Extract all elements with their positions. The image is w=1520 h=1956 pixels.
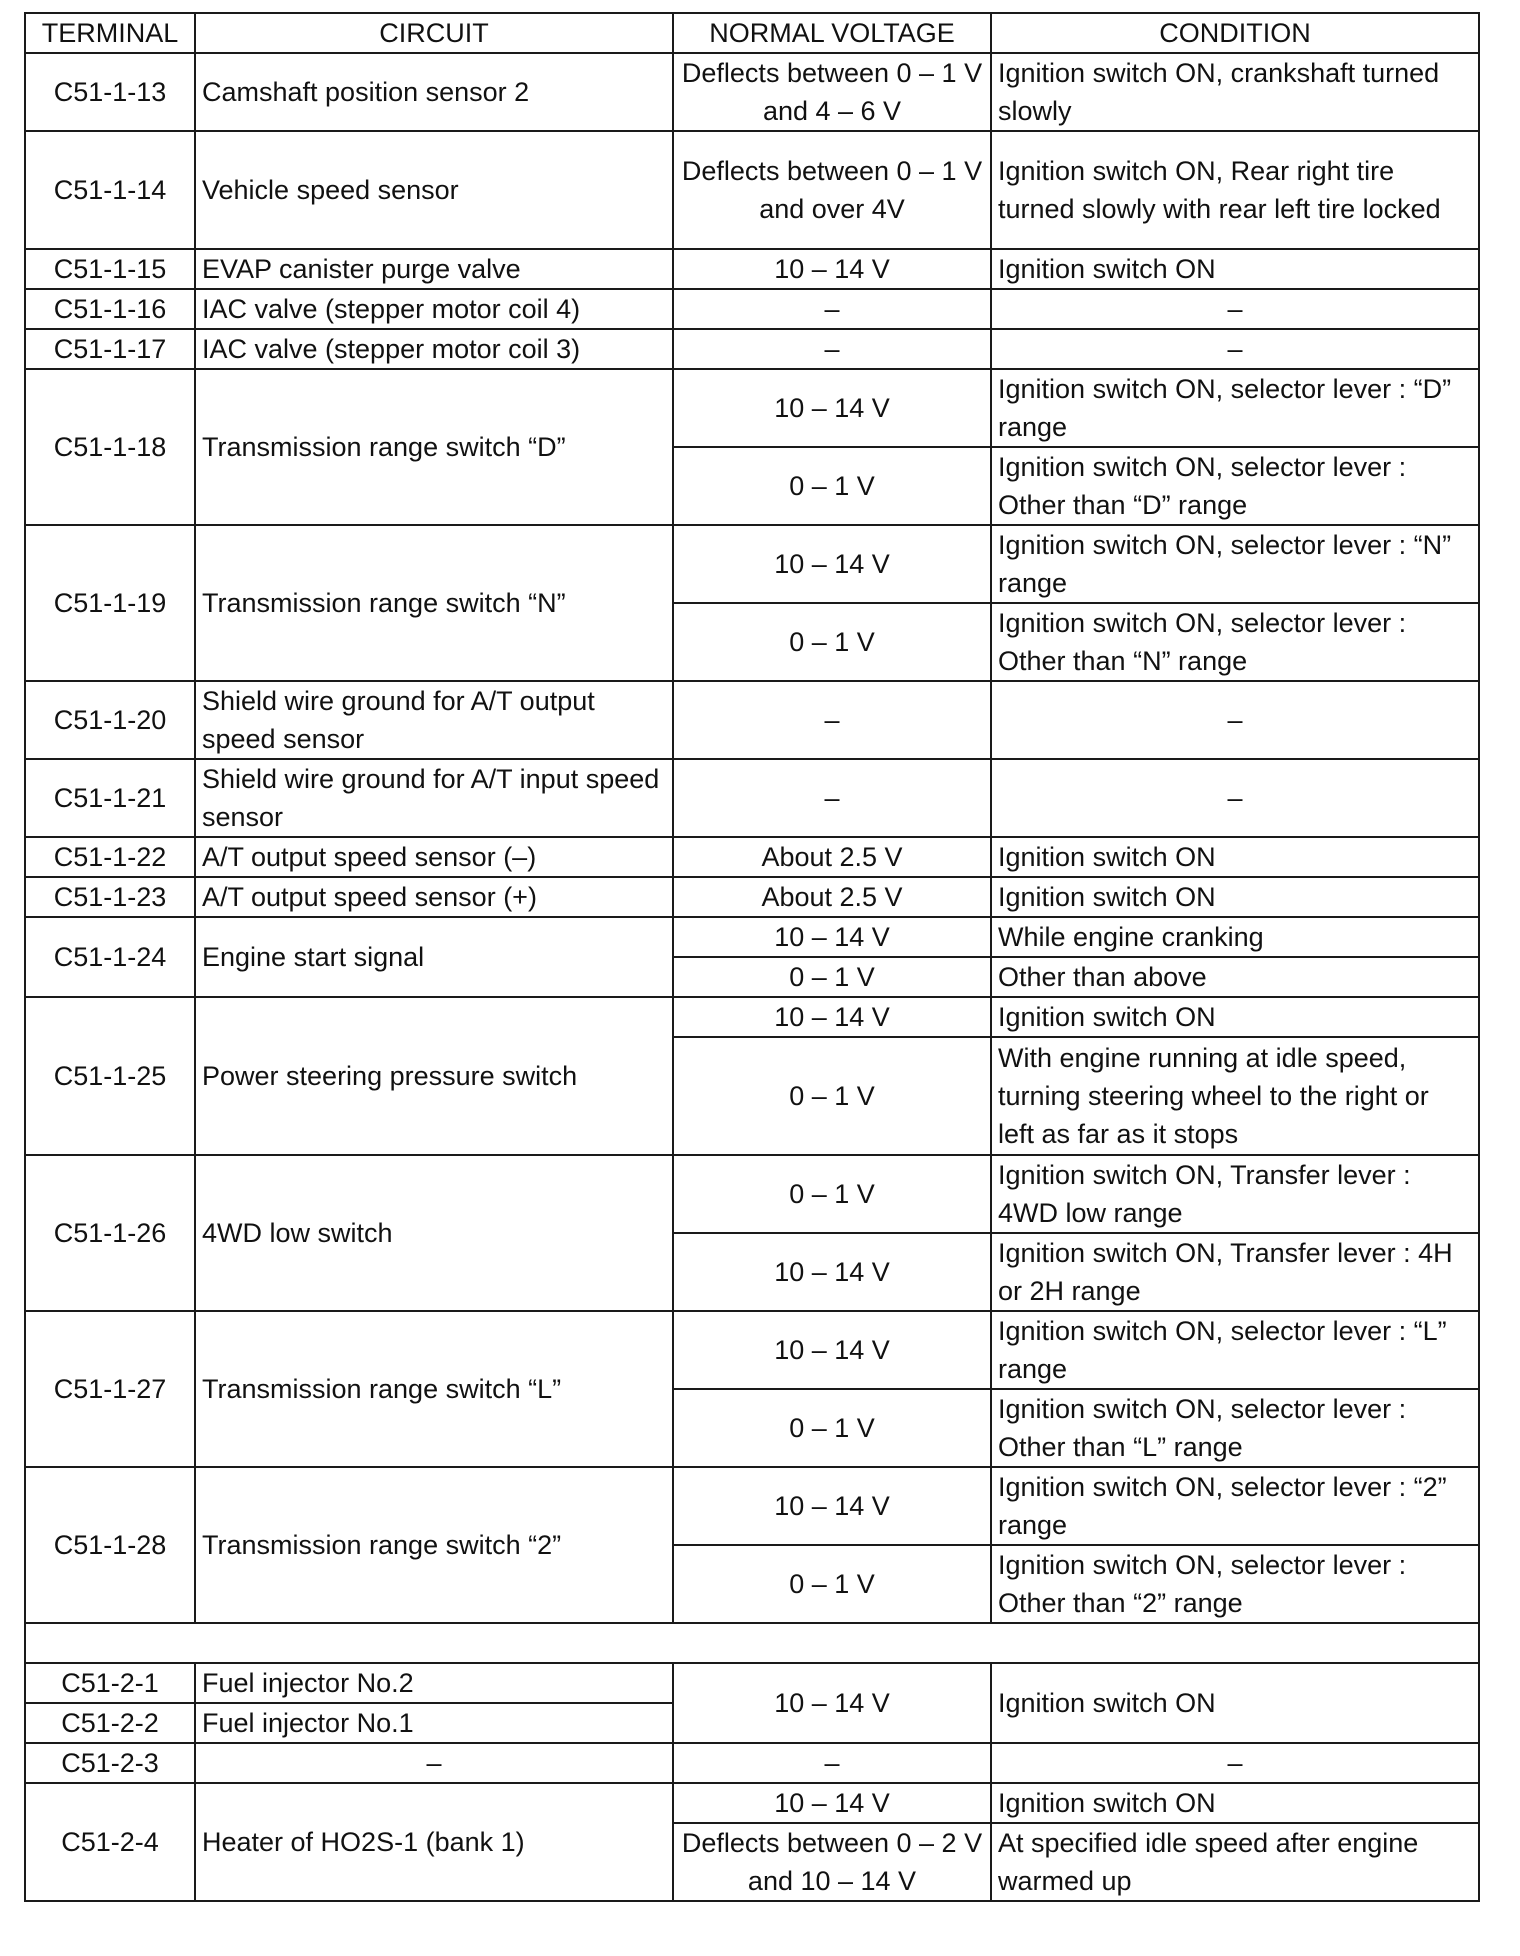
condition-cell: Ignition switch ON, selector lever : Other than “2” range [991, 1545, 1479, 1623]
circuit-cell: A/T output speed sensor (–) [195, 837, 673, 877]
voltage-cell: – [673, 681, 991, 759]
voltage-cell: 0 – 1 V [673, 1545, 991, 1623]
table-row [25, 1467, 1479, 1545]
voltage-cell: – [673, 289, 991, 329]
circuit-cell: 4WD low switch [195, 1155, 673, 1311]
condition-cell: With engine running at idle speed, turning steering wheel to the right or left as far as it stops [991, 1037, 1479, 1155]
terminal-cell: C51-1-21 [25, 759, 195, 837]
circuit-cell: Transmission range switch “D” [195, 369, 673, 525]
terminal-cell: C51-1-27 [25, 1311, 195, 1467]
terminal-cell: C51-2-1 [25, 1663, 195, 1703]
circuit-cell: IAC valve (stepper motor coil 3) [195, 329, 673, 369]
voltage-cell: About 2.5 V [673, 837, 991, 877]
terminal-cell: C51-1-23 [25, 877, 195, 917]
voltage-cell: 0 – 1 V [673, 1389, 991, 1467]
circuit-cell: – [195, 1743, 673, 1783]
header-terminal: TERMINAL [25, 13, 195, 53]
voltage-cell: 10 – 14 V [673, 997, 991, 1037]
condition-cell: While engine cranking [991, 917, 1479, 957]
spec-document [24, 12, 1478, 1902]
voltage-cell: 10 – 14 V [673, 1663, 991, 1743]
condition-cell: Ignition switch ON, Transfer lever : 4H or 2H range [991, 1233, 1479, 1311]
condition-cell: Ignition switch ON [991, 997, 1479, 1037]
table-row [25, 759, 1479, 837]
circuit-cell: Transmission range switch “L” [195, 1311, 673, 1467]
voltage-cell: Deflects between 0 – 2 V and 10 – 14 V [673, 1823, 991, 1901]
condition-cell: Ignition switch ON, selector lever : “2” range [991, 1467, 1479, 1545]
table-header-row [25, 13, 1479, 53]
condition-cell: Ignition switch ON, selector lever : Other than “N” range [991, 603, 1479, 681]
terminal-cell: C51-1-22 [25, 837, 195, 877]
table-row [25, 1743, 1479, 1783]
table-row [25, 1155, 1479, 1233]
condition-cell: – [991, 759, 1479, 837]
voltage-cell: 0 – 1 V [673, 447, 991, 525]
voltage-cell: 0 – 1 V [673, 957, 991, 997]
table-row [25, 1783, 1479, 1823]
circuit-cell: Camshaft position sensor 2 [195, 53, 673, 131]
voltage-cell: 10 – 14 V [673, 1311, 991, 1389]
voltage-cell: 10 – 14 V [673, 369, 991, 447]
table-row [25, 1663, 1479, 1703]
table-row [25, 289, 1479, 329]
voltage-cell: 10 – 14 V [673, 1467, 991, 1545]
table-row [25, 249, 1479, 289]
terminal-cell: C51-1-13 [25, 53, 195, 131]
terminal-cell: C51-1-20 [25, 681, 195, 759]
circuit-cell: Heater of HO2S-1 (bank 1) [195, 1783, 673, 1901]
header-normal-voltage: NORMAL VOLTAGE [673, 13, 991, 53]
circuit-cell: A/T output speed sensor (+) [195, 877, 673, 917]
condition-cell: At specified idle speed after engine warmed up [991, 1823, 1479, 1901]
terminal-cell: C51-2-2 [25, 1703, 195, 1743]
condition-cell: – [991, 681, 1479, 759]
table-row [25, 917, 1479, 957]
condition-cell: Ignition switch ON, selector lever : Other than “L” range [991, 1389, 1479, 1467]
terminal-cell: C51-1-18 [25, 369, 195, 525]
terminal-cell: C51-2-4 [25, 1783, 195, 1901]
condition-cell: Ignition switch ON [991, 837, 1479, 877]
circuit-cell: Transmission range switch “N” [195, 525, 673, 681]
header-condition: CONDITION [991, 13, 1479, 53]
circuit-cell: Fuel injector No.1 [195, 1703, 673, 1743]
table-row [25, 877, 1479, 917]
terminal-cell: C51-1-19 [25, 525, 195, 681]
circuit-cell: IAC valve (stepper motor coil 4) [195, 289, 673, 329]
table-row [25, 369, 1479, 447]
voltage-cell: Deflects between 0 – 1 V and over 4V [673, 131, 991, 249]
voltage-cell: 10 – 14 V [673, 1783, 991, 1823]
voltage-cell: 10 – 14 V [673, 249, 991, 289]
table-row [25, 681, 1479, 759]
table-row [25, 329, 1479, 369]
circuit-cell: EVAP canister purge valve [195, 249, 673, 289]
condition-cell: Ignition switch ON [991, 1663, 1479, 1743]
condition-cell: Other than above [991, 957, 1479, 997]
voltage-cell: 0 – 1 V [673, 1037, 991, 1155]
voltage-cell: – [673, 1743, 991, 1783]
table-row [25, 131, 1479, 249]
condition-cell: Ignition switch ON, Rear right tire turned slowly with rear left tire locked [991, 131, 1479, 249]
voltage-cell: 10 – 14 V [673, 917, 991, 957]
condition-cell: Ignition switch ON [991, 1783, 1479, 1823]
voltage-cell: About 2.5 V [673, 877, 991, 917]
condition-cell: Ignition switch ON [991, 249, 1479, 289]
voltage-cell: Deflects between 0 – 1 V and 4 – 6 V [673, 53, 991, 131]
terminal-cell: C51-2-3 [25, 1743, 195, 1783]
circuit-cell: Shield wire ground for A/T output speed sensor [195, 681, 673, 759]
voltage-cell: 10 – 14 V [673, 525, 991, 603]
terminal-cell: C51-1-25 [25, 997, 195, 1155]
section-separator-row [25, 1623, 1479, 1663]
condition-cell: Ignition switch ON, crankshaft turned slowly [991, 53, 1479, 131]
terminal-voltage-table [24, 12, 1480, 1902]
condition-cell: Ignition switch ON [991, 877, 1479, 917]
circuit-cell: Transmission range switch “2” [195, 1467, 673, 1623]
circuit-cell: Shield wire ground for A/T input speed sensor [195, 759, 673, 837]
voltage-cell: – [673, 759, 991, 837]
circuit-cell: Engine start signal [195, 917, 673, 997]
table-row [25, 997, 1479, 1037]
section-separator [25, 1623, 1479, 1663]
circuit-cell: Vehicle speed sensor [195, 131, 673, 249]
terminal-cell: C51-1-16 [25, 289, 195, 329]
terminal-cell: C51-1-24 [25, 917, 195, 997]
terminal-cell: C51-1-26 [25, 1155, 195, 1311]
condition-cell: Ignition switch ON, selector lever : “N” range [991, 525, 1479, 603]
condition-cell: Ignition switch ON, selector lever : “D” range [991, 369, 1479, 447]
circuit-cell: Power steering pressure switch [195, 997, 673, 1155]
table-row [25, 1311, 1479, 1389]
table-row [25, 53, 1479, 131]
condition-cell: Ignition switch ON, selector lever : “L” range [991, 1311, 1479, 1389]
voltage-cell: 0 – 1 V [673, 603, 991, 681]
circuit-cell: Fuel injector No.2 [195, 1663, 673, 1703]
condition-cell: – [991, 329, 1479, 369]
header-circuit: CIRCUIT [195, 13, 673, 53]
condition-cell: Ignition switch ON, selector lever : Other than “D” range [991, 447, 1479, 525]
table-row [25, 837, 1479, 877]
table-row [25, 525, 1479, 603]
condition-cell: – [991, 289, 1479, 329]
voltage-cell: – [673, 329, 991, 369]
condition-cell: Ignition switch ON, Transfer lever : 4WD low range [991, 1155, 1479, 1233]
voltage-cell: 10 – 14 V [673, 1233, 991, 1311]
voltage-cell: 0 – 1 V [673, 1155, 991, 1233]
terminal-cell: C51-1-17 [25, 329, 195, 369]
terminal-cell: C51-1-15 [25, 249, 195, 289]
terminal-cell: C51-1-28 [25, 1467, 195, 1623]
condition-cell: – [991, 1743, 1479, 1783]
terminal-cell: C51-1-14 [25, 131, 195, 249]
